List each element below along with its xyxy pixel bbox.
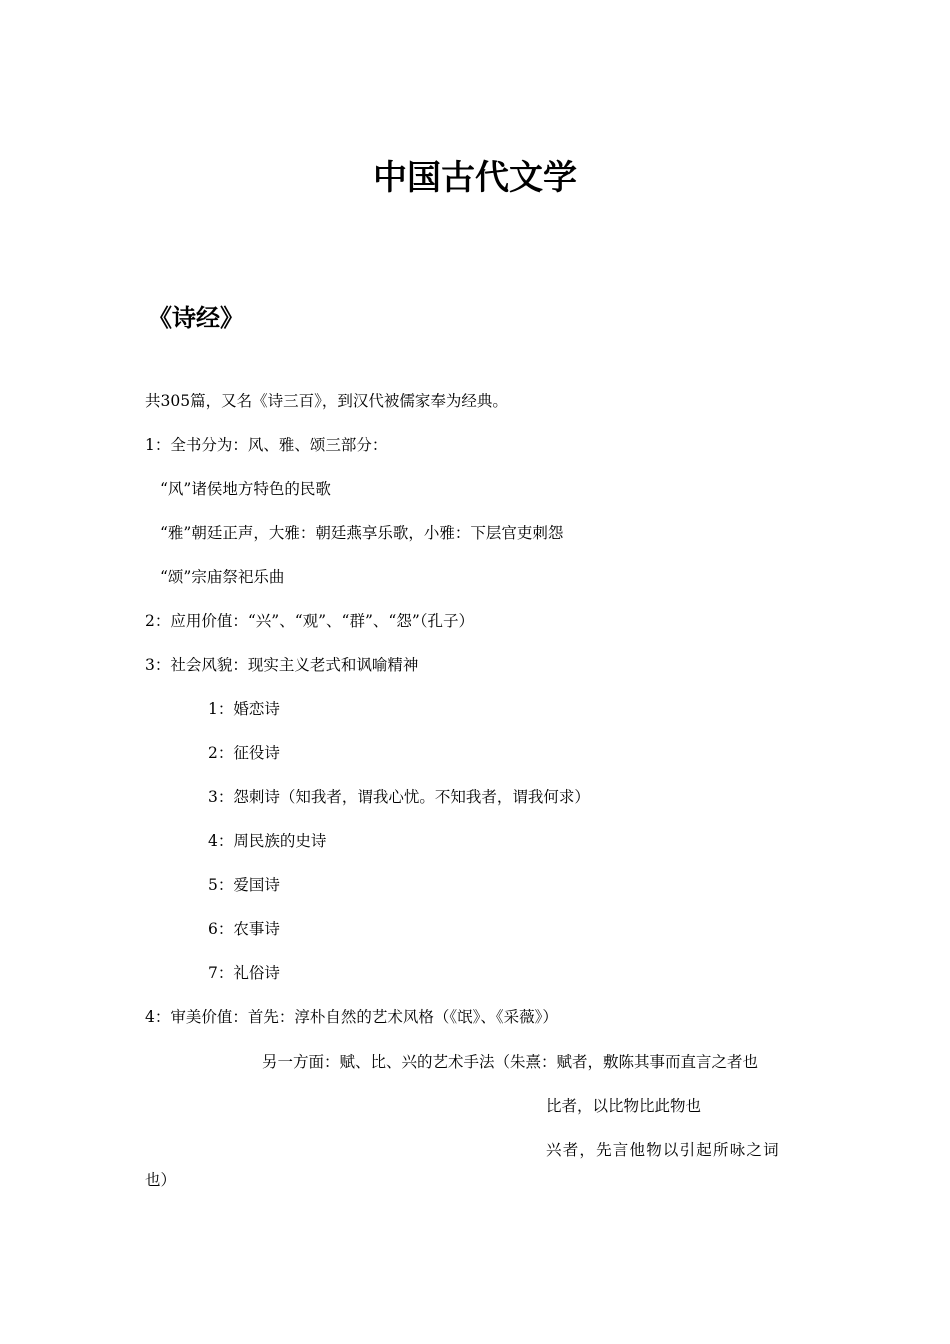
intro-paragraph: 共305篇，又名《诗三百》，到汉代被儒家奉为经典。 — [145, 392, 508, 410]
list-item: 7：礼俗诗 — [208, 964, 280, 982]
song-description: “颂”宗庙祭祀乐曲 — [160, 568, 285, 586]
xing-definition-end: 也） — [145, 1171, 177, 1189]
list-item: 1：婚恋诗 — [208, 700, 280, 718]
bi-definition: 比者，以比物比此物也 — [546, 1097, 702, 1115]
list-item: 2：征役诗 — [208, 744, 280, 762]
document-title: 中国古代文学 — [373, 158, 577, 198]
section-title: 《诗经》 — [148, 304, 244, 332]
list-item: 6：农事诗 — [208, 920, 280, 938]
list-item: 3：怨刺诗（知我者，谓我心忧。不知我者，谓我何求） — [208, 788, 590, 806]
point-4-heading: 4：审美价值：首先：淳朴自然的艺术风格（《氓》、《采薇》） — [145, 1008, 558, 1026]
point-3-heading: 3：社会风貌：现实主义老式和讽喻精神 — [145, 656, 419, 674]
xing-definition: 兴者，先言他物以引起所咏之词 — [546, 1141, 780, 1159]
fu-bi-xing-intro: 另一方面：赋、比、兴的艺术手法（朱熹：赋者，敷陈其事而直言之者也 — [262, 1053, 759, 1071]
point-1-heading: 1：全书分为：风、雅、颂三部分： — [145, 436, 388, 454]
point-2-heading: 2：应用价值：“兴”、“观”、“群”、“怨”（孔子） — [145, 612, 475, 630]
feng-description: “风”诸侯地方特色的民歌 — [160, 480, 331, 498]
list-item: 5：爱国诗 — [208, 876, 280, 894]
ya-description: “雅”朝廷正声，大雅：朝廷燕享乐歌，小雅：下层官吏刺怨 — [160, 524, 564, 542]
list-item: 4：周民族的史诗 — [208, 832, 327, 850]
